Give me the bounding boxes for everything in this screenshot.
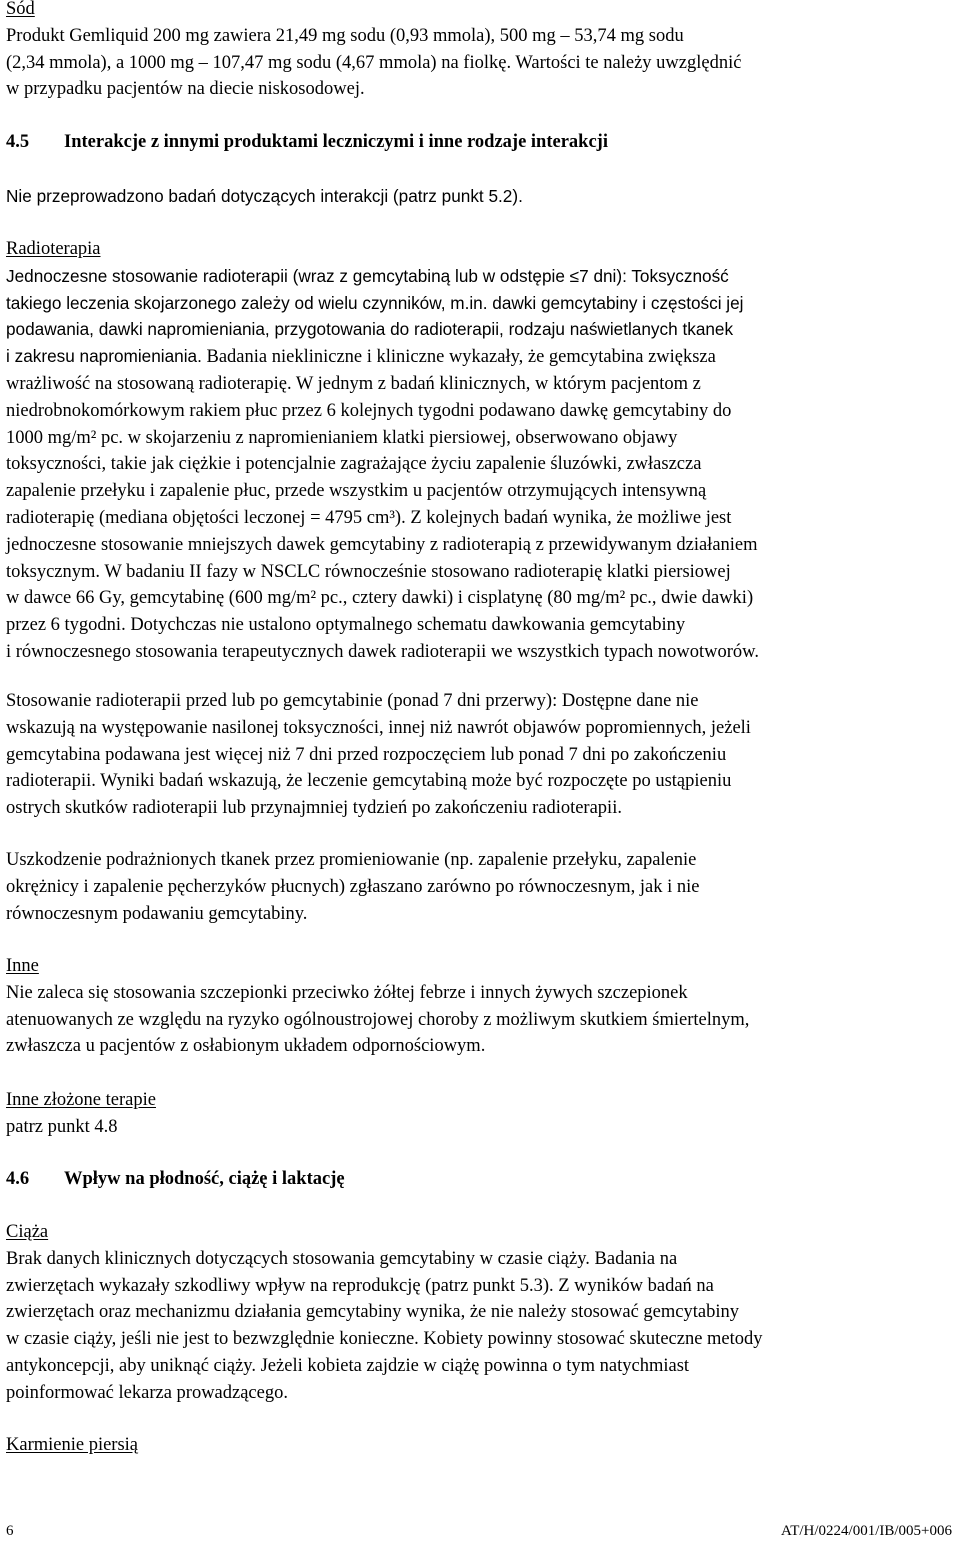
section-4-5-heading: [6, 129, 608, 156]
document-code: AT/H/0224/001/IB/005+006: [781, 1523, 952, 1539]
other-combined-therapies-section: [6, 1087, 951, 1141]
section-4-6-heading: [6, 1166, 345, 1193]
pregnancy-line: zwierzętach oraz mechanizmu działania gemcytabiny wynika, że nie należy stosować gemcytabiny: [6, 1302, 739, 1323]
sodium-line: w przypadku pacjentów na diecie niskosodowej.: [6, 79, 365, 100]
paragraph-line: gemcytabina podawana jest więcej niż 7 dni przed rozpoczęciem lub ponad 7 dni po zakończeniu: [6, 744, 727, 765]
section-title: Interakcje z innymi produktami leczniczymi i inne rodzaje interakcji: [64, 132, 608, 152]
paragraph-line: wskazują na występowanie nasilonej toksyczności, innej niż nawrót objawów popromiennych, jeżeli: [6, 717, 751, 738]
radiotherapy-line: przez 6 tygodni. Dotychczas nie ustalono optymalnego schematu dawkowania gemcytabiny: [6, 615, 686, 636]
other-line: Nie zaleca się stosowania szczepionki przeciwko żółtej febrze i innych żywych szczepionek: [6, 982, 688, 1003]
pregnancy-line: w czasie ciąży, jeśli nie jest to bezwzględnie konieczne. Kobiety powinny stosować skuteczne metody: [6, 1329, 763, 1350]
pregnancy-line: antykoncepcji, aby uniknąć ciąży. Jeżeli kobieta zajdzie w ciążę powinna o tym natychmiast: [6, 1355, 690, 1376]
radiotherapy-line: niedrobnokomórkowym rakiem płuc przez 6 kolejnych tygodni podawano dawkę gemcytabiny do: [6, 400, 732, 421]
paragraph-line: okrężnicy i zapalenie pęcherzyków płucnych) zgłaszano zarówno po równoczesnym, jak i nie: [6, 876, 700, 897]
paragraph-line: równoczesnym podawaniu gemcytabiny.: [6, 903, 308, 924]
paragraph-line: Uszkodzenie podrażnionych tkanek przez promieniowanie (np. zapalenie przełyku, zapalenie: [6, 850, 697, 870]
radiotherapy-line: w dawce 66 Gy, gemcytabinę (600 mg/m² pc., cztery dawki) i cisplatynę (80 mg/m² pc., dwie dawki): [6, 588, 754, 609]
radiotherapy-before-after-paragraph: [6, 688, 951, 822]
radiotherapy-line: zapalenie przełyku i zapalenie płuc, przede wszystkim u pacjentów otrzymujących intensywną: [6, 481, 707, 502]
pregnancy-title: Ciąża: [6, 1222, 49, 1242]
radiotherapy-line: radioterapię (mediana objętości leczonej = 4795 cm³). Z kolejnych badań wynika, że możliwe jest: [6, 507, 732, 528]
breastfeeding-title: Karmienie piersią: [6, 1435, 139, 1455]
paragraph-line: radioterapii. Wyniki badań wskazują, że leczenie gemcytabiną może być rozpoczęte po ustąpieniu: [6, 771, 732, 792]
sodium-line: (2,34 mmola), a 1000 mg – 107,47 mg sodu (4,67 mmola) na fiolkę. Wartości te należy uwzględnić: [6, 52, 742, 73]
radiotherapy-line: i równoczesnego stosowania terapeutycznych dawek radioterapii we wszystkich typach nowotworów.: [6, 641, 759, 662]
pregnancy-line: poinformować lekarza prowadzącego.: [6, 1382, 288, 1403]
paragraph-line: Stosowanie radioterapii przed lub po gemcytabinie (ponad 7 dni przerwy): Dostępne dane nie: [6, 691, 699, 711]
other-combined-title: Inne złożone terapie: [6, 1090, 156, 1110]
sodium-section: [6, 0, 951, 103]
radiation-damage-paragraph: [6, 847, 951, 927]
radiotherapy-line: toksyczności, takie jak ciężkie i potencjalnie zagrażające życiu zapalenie śluzówki, zwłaszcza: [6, 454, 702, 475]
radiotherapy-line: i zakresu napromieniania.: [6, 346, 202, 367]
pregnancy-section: [6, 1219, 951, 1407]
page-number: 6: [6, 1523, 14, 1539]
radiotherapy-line: toksycznym. W badaniu II fazy w NSCLC równocześnie stosowano radioterapię klatki piersiowej: [6, 561, 731, 582]
radiotherapy-line: Jednoczesne stosowanie radioterapii (wraz z gemcytabiną lub w odstępie ≤7 dni): Toksyczność: [6, 265, 729, 286]
sodium-title: Sód: [6, 0, 35, 19]
paragraph-line: ostrych skutków radioterapii lub przynajmniej tydzień po zakończeniu radioterapii.: [6, 798, 622, 819]
other-line: zwłaszcza u pacjentów z osłabionym układem odpornościowym.: [6, 1036, 486, 1057]
other-combined-text: patrz punkt 4.8: [6, 1116, 118, 1137]
section-number: 4.5: [6, 132, 30, 152]
other-section: [6, 953, 951, 1060]
pregnancy-line: zwierzętach wykazały szkodliwy wpływ na reprodukcję (patrz punkt 5.3). Z wyników badań na: [6, 1275, 714, 1296]
radiotherapy-section: [6, 236, 951, 666]
section-title: Wpływ na płodność, ciążę i laktację: [64, 1169, 345, 1189]
sodium-line: Produkt Gemliquid 200 mg zawiera 21,49 mg sodu (0,93 mmola), 500 mg – 53,74 mg sodu: [6, 25, 684, 46]
other-title: Inne: [6, 956, 39, 976]
radiotherapy-title: Radioterapia: [6, 239, 101, 259]
breastfeeding-section: [6, 1432, 951, 1459]
pregnancy-line: Brak danych klinicznych dotyczących stosowania gemcytabiny w czasie ciąży. Badania na: [6, 1248, 678, 1269]
radiotherapy-line: 1000 mg/m² pc. w skojarzeniu z napromienianiem klatki piersiowej, obserwowano objawy: [6, 427, 678, 448]
radiotherapy-line: wrażliwość na stosowaną radioterapię. W jednym z badań klinicznych, w którym pacjentom z: [6, 373, 701, 394]
other-line: atenuowanych ze względu na ryzyko ogólnoustrojowej choroby z możliwym skutkiem śmiertelnym,: [6, 1009, 750, 1030]
radiotherapy-line: jednoczesne stosowanie mniejszych dawek gemcytabiny z radioterapią z przewidywanym działaniem: [6, 534, 758, 555]
section-number: 4.6: [6, 1169, 30, 1189]
radiotherapy-line: takiego leczenia skojarzonego zależy od wielu czynników, m.in. dawki gemcytabiny i częstości jej: [6, 292, 744, 313]
radiotherapy-line: Badania niekliniczne i kliniczne wykazały, że gemcytabina zwiększa: [206, 347, 716, 368]
interaction-intro-text: Nie przeprowadzono badań dotyczących interakcji (patrz punkt 5.2).: [6, 186, 523, 206]
interaction-intro: [6, 183, 951, 210]
radiotherapy-line: podawania, dawki napromieniania, przygotowania do radioterapii, rodzaju naświetlanych tkanek: [6, 319, 734, 340]
